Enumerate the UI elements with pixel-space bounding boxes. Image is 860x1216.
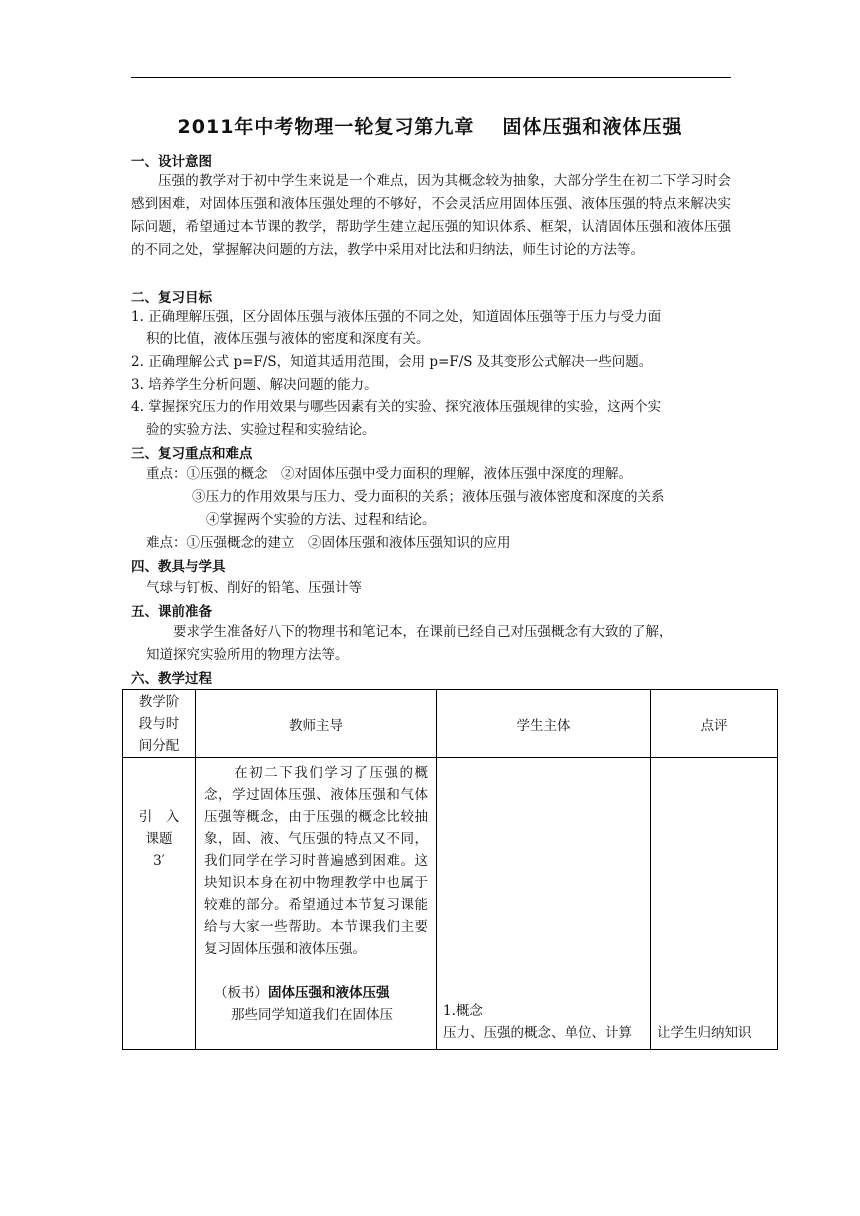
student-cell [437, 758, 651, 1050]
goal-1-line2: 积的比值，液体压强与液体的密度和深度有关。 [146, 331, 430, 347]
section-heading-tools: 四、教具与学具 [131, 559, 226, 575]
prep-line1: 要求学生准备好八下的物理书和笔记本，在课前已经自己对压强概念有大致的了解， [173, 624, 673, 640]
section-heading-design: 一、设计意图 [131, 154, 212, 170]
teaching-process-table [122, 689, 778, 1050]
tools-line: 气球与钉板、削好的铅笔、压强计等 [146, 580, 362, 596]
difficulty-line: 难点：①压强概念的建立 ②固体压强和液体压强知识的应用 [146, 535, 511, 551]
header-rule [131, 77, 731, 78]
header-stage: 教学阶 段与时 间分配 [123, 690, 196, 758]
section-heading-prep: 五、课前准备 [131, 604, 212, 620]
goal-4-line1: 4. 掌握探究压力的作用效果与哪些因素有关的实验、探究液体压强规律的实验，这两个实 [131, 399, 662, 415]
title-main: 2011年中考物理一轮复习第九章 [177, 116, 475, 138]
goal-2: 2. 正确理解公式 p=F/S，知道其适用范围，会用 p=F/S 及其变形公式解决一些问题。 [131, 354, 653, 370]
title-sub: 固体压强和液体压强 [502, 116, 683, 138]
section-heading-goals: 二、复习目标 [131, 290, 212, 306]
design-paragraph: 压强的教学对于初中学生来说是一个难点，因为其概念较为抽象，大部分学生在初二下学习时会感到困难，对固体压强和液体压强处理的不够好，不会灵活应用固体压强、液体压强的特点来解决实际问题，希望通过本节课的教学，帮助学生建立起压强的知识体系、框架，认清固体压强和液体压强的不同之处，掌握解决问题的方法，教学中采用对比法和归纳法，师生讨论的方法等。 [131, 173, 731, 258]
focus-line2: ③压力的作用效果与压力、受力面积的关系；液体压强与液体密度和深度的关系 [192, 489, 665, 505]
student-concept-detail: 压力、压强的概念、单位、计算 [443, 1025, 632, 1041]
header-comment: 点评 [651, 690, 778, 758]
header-student: 学生主体 [437, 690, 651, 758]
teacher-cell [196, 758, 437, 1050]
teacher-continued-text: 那些同学知道我们在固体压 [231, 1007, 393, 1023]
focus-line3: ④掌握两个实验的方法、过程和结论。 [206, 512, 436, 528]
goal-4-line2: 验的实验方法、实验过程和实验结论。 [146, 422, 376, 438]
table-header-row [123, 690, 778, 758]
table-row [123, 758, 778, 1050]
focus-line1: 重点：①压强的概念 ②对固体压强中受力面积的理解，液体压强中深度的理解。 [146, 466, 632, 482]
board-title-line: （板书）固体压强和液体压强 [214, 985, 390, 1001]
comment-cell [651, 758, 778, 1050]
section-heading-focus: 三、复习重点和难点 [131, 446, 253, 462]
teacher-intro-text: 在初二下我们学习了压强的概念，学过固体压强、液体压强和气体压强等概念，由于压强的概念比较抽象，固、液、气压强的特点又不同，我们同学在学习时普遍感到困难。这块知识本身在初中物理教学中也属于较难的部分。希望通过本节复习课能给与大家一些帮助。本节课我们主要复习固体压强和液体压强。 [204, 765, 428, 957]
student-concept: 1.概念 [443, 1003, 483, 1019]
header-teacher: 教师主导 [196, 690, 437, 758]
stage-cell: 引 入 课题 3′ [123, 758, 196, 1050]
prep-line2: 知道探究实验所用的物理方法等。 [146, 647, 349, 663]
page-title [0, 112, 860, 139]
goal-3: 3. 培养学生分析问题、解决问题的能力。 [131, 377, 378, 393]
goal-1-line1: 1. 正确理解压强，区分固体压强与液体压强的不同之处，知道固体压强等于压力与受力面 [131, 309, 662, 325]
comment-text: 让学生归纳知识 [657, 1025, 752, 1041]
section-heading-process: 六、教学过程 [131, 671, 212, 687]
